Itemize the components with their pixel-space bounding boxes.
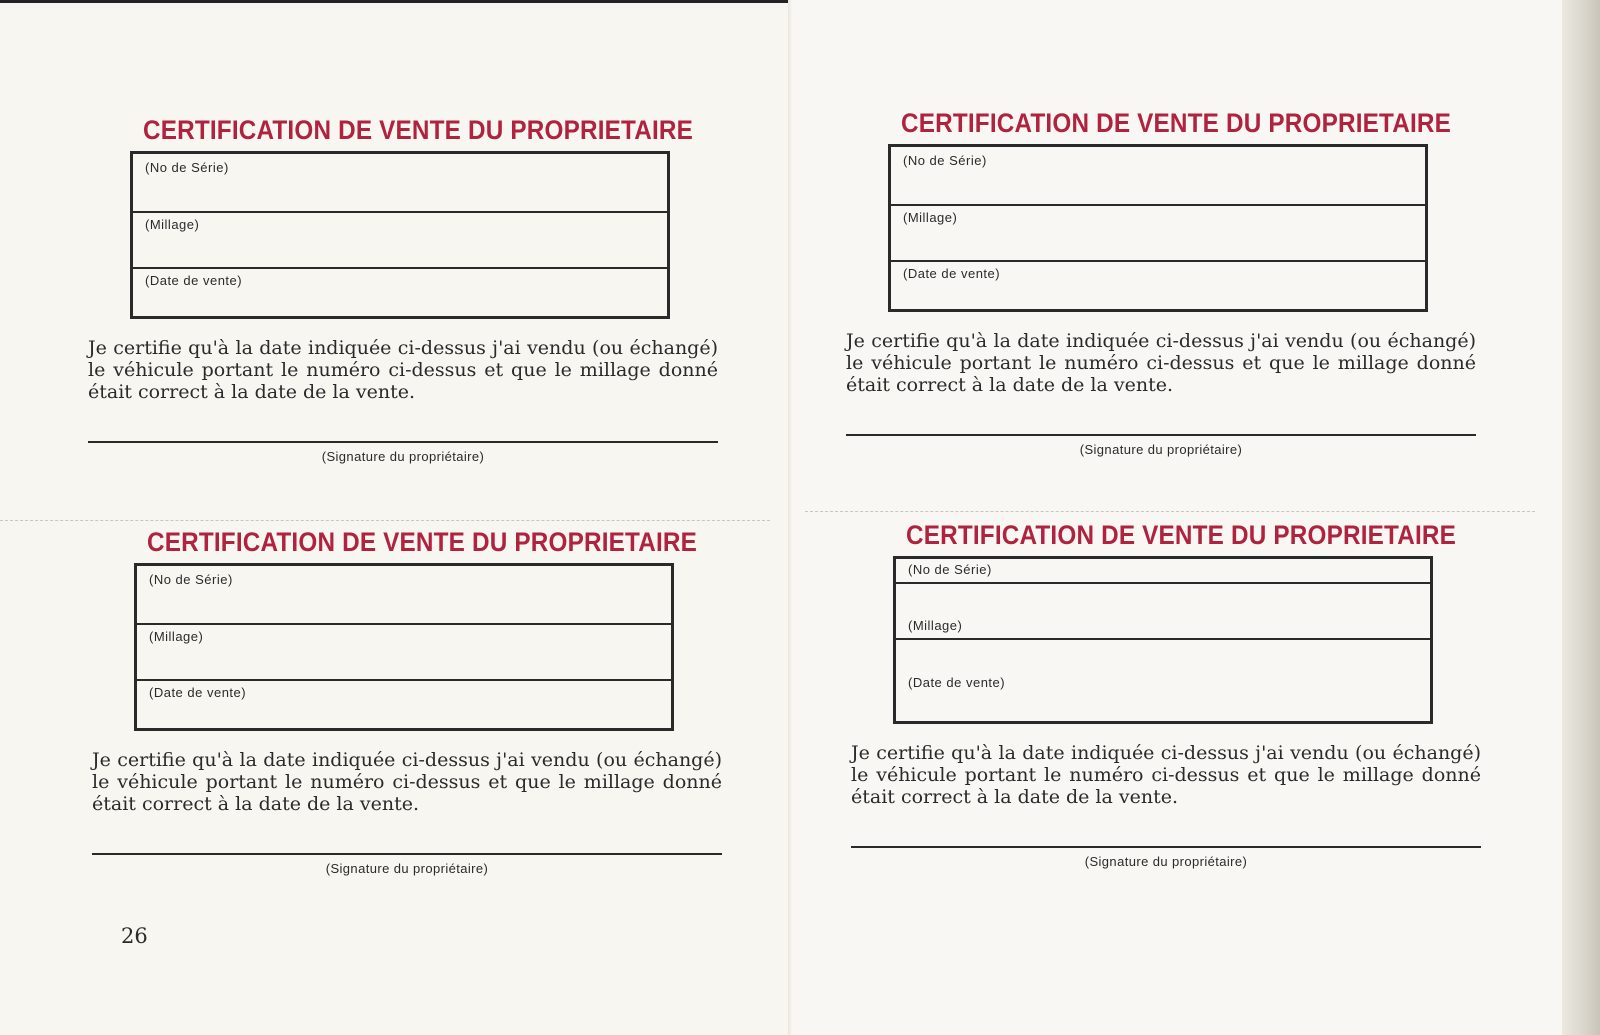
- sale-date-label: (Date de vente): [908, 675, 1006, 690]
- sale-date-label: (Date de vente): [903, 266, 1001, 281]
- sale-date-field[interactable]: [137, 679, 671, 731]
- mileage-field[interactable]: [133, 211, 667, 267]
- signature-line[interactable]: [846, 434, 1476, 436]
- sale-date-input[interactable]: [906, 698, 1420, 720]
- card-title: CERTIFICATION DE VENTE DU PROPRIETAIRE: [147, 527, 698, 557]
- certification-statement: Je certifie qu'à la date indiquée ci-dessus j'ai vendu (ou échangé) le véhicule portant le numéro ci-dessus et que le millage donné était correct à la date de la vente.: [88, 337, 718, 403]
- serial-number-label: (No de Série): [145, 160, 229, 175]
- certification-form-box: [888, 144, 1428, 312]
- page-fold: [788, 0, 792, 1035]
- signature-label: (Signature du propriétaire): [325, 861, 489, 876]
- serial-number-field[interactable]: [896, 559, 1430, 582]
- serial-number-field[interactable]: [133, 154, 667, 211]
- sale-date-input[interactable]: [147, 705, 661, 727]
- serial-number-label: (No de Série): [908, 562, 992, 577]
- mileage-input[interactable]: [143, 241, 657, 263]
- signature-label: (Signature du propriétaire): [321, 449, 485, 464]
- sale-date-label: (Date de vente): [149, 685, 247, 700]
- certification-statement: Je certifie qu'à la date indiquée ci-dessus j'ai vendu (ou échangé) le véhicule portant le numéro ci-dessus et que le millage donné était correct à la date de la vente.: [92, 749, 722, 815]
- signature-label: (Signature du propriétaire): [1084, 854, 1248, 869]
- sale-certification-card-3: [92, 527, 732, 897]
- card-title: CERTIFICATION DE VENTE DU PROPRIETAIRE: [906, 520, 1457, 550]
- mileage-field[interactable]: [896, 582, 1430, 638]
- mileage-label: (Millage): [145, 217, 200, 232]
- mileage-input[interactable]: [901, 234, 1415, 256]
- sale-date-field[interactable]: [891, 260, 1425, 312]
- perforation-left: [0, 520, 770, 521]
- sale-date-input[interactable]: [143, 293, 657, 315]
- mileage-label: (Millage): [903, 210, 958, 225]
- serial-number-input[interactable]: [906, 556, 1420, 578]
- serial-number-label: (No de Série): [903, 153, 987, 168]
- mileage-input[interactable]: [906, 612, 1420, 634]
- serial-number-input[interactable]: [143, 185, 657, 207]
- sale-date-field[interactable]: [133, 267, 667, 319]
- serial-number-input[interactable]: [147, 597, 661, 619]
- mileage-label: (Millage): [149, 629, 204, 644]
- mileage-label: (Millage): [908, 618, 963, 633]
- signature-line[interactable]: [851, 846, 1481, 848]
- certification-form-box: [893, 556, 1433, 724]
- mileage-field[interactable]: [891, 204, 1425, 260]
- sale-certification-card-1: [88, 115, 728, 485]
- page-edge: [1562, 0, 1600, 1035]
- card-title: CERTIFICATION DE VENTE DU PROPRIETAIRE: [901, 108, 1452, 138]
- certification-statement: Je certifie qu'à la date indiquée ci-dessus j'ai vendu (ou échangé) le véhicule portant le numéro ci-dessus et que le millage donné était correct à la date de la vente.: [851, 742, 1481, 808]
- serial-number-field[interactable]: [891, 147, 1425, 204]
- certification-statement: Je certifie qu'à la date indiquée ci-dessus j'ai vendu (ou échangé) le véhicule portant le numéro ci-dessus et que le millage donné était correct à la date de la vente.: [846, 330, 1476, 396]
- signature-line[interactable]: [92, 853, 722, 855]
- card-title: CERTIFICATION DE VENTE DU PROPRIETAIRE: [143, 115, 694, 145]
- sale-certification-card-2: [846, 108, 1486, 478]
- sale-date-input[interactable]: [901, 286, 1415, 308]
- serial-number-input[interactable]: [901, 178, 1415, 200]
- sale-certification-card-4: [851, 520, 1491, 890]
- certification-form-box: [134, 563, 674, 731]
- sale-date-field[interactable]: [896, 638, 1430, 724]
- perforation-right: [805, 511, 1535, 512]
- mileage-input[interactable]: [147, 653, 661, 675]
- signature-line[interactable]: [88, 441, 718, 443]
- mileage-field[interactable]: [137, 623, 671, 679]
- page-number: 26: [121, 924, 148, 948]
- sale-date-label: (Date de vente): [145, 273, 243, 288]
- serial-number-field[interactable]: [137, 566, 671, 623]
- serial-number-label: (No de Série): [149, 572, 233, 587]
- signature-label: (Signature du propriétaire): [1079, 442, 1243, 457]
- certification-form-box: [130, 151, 670, 319]
